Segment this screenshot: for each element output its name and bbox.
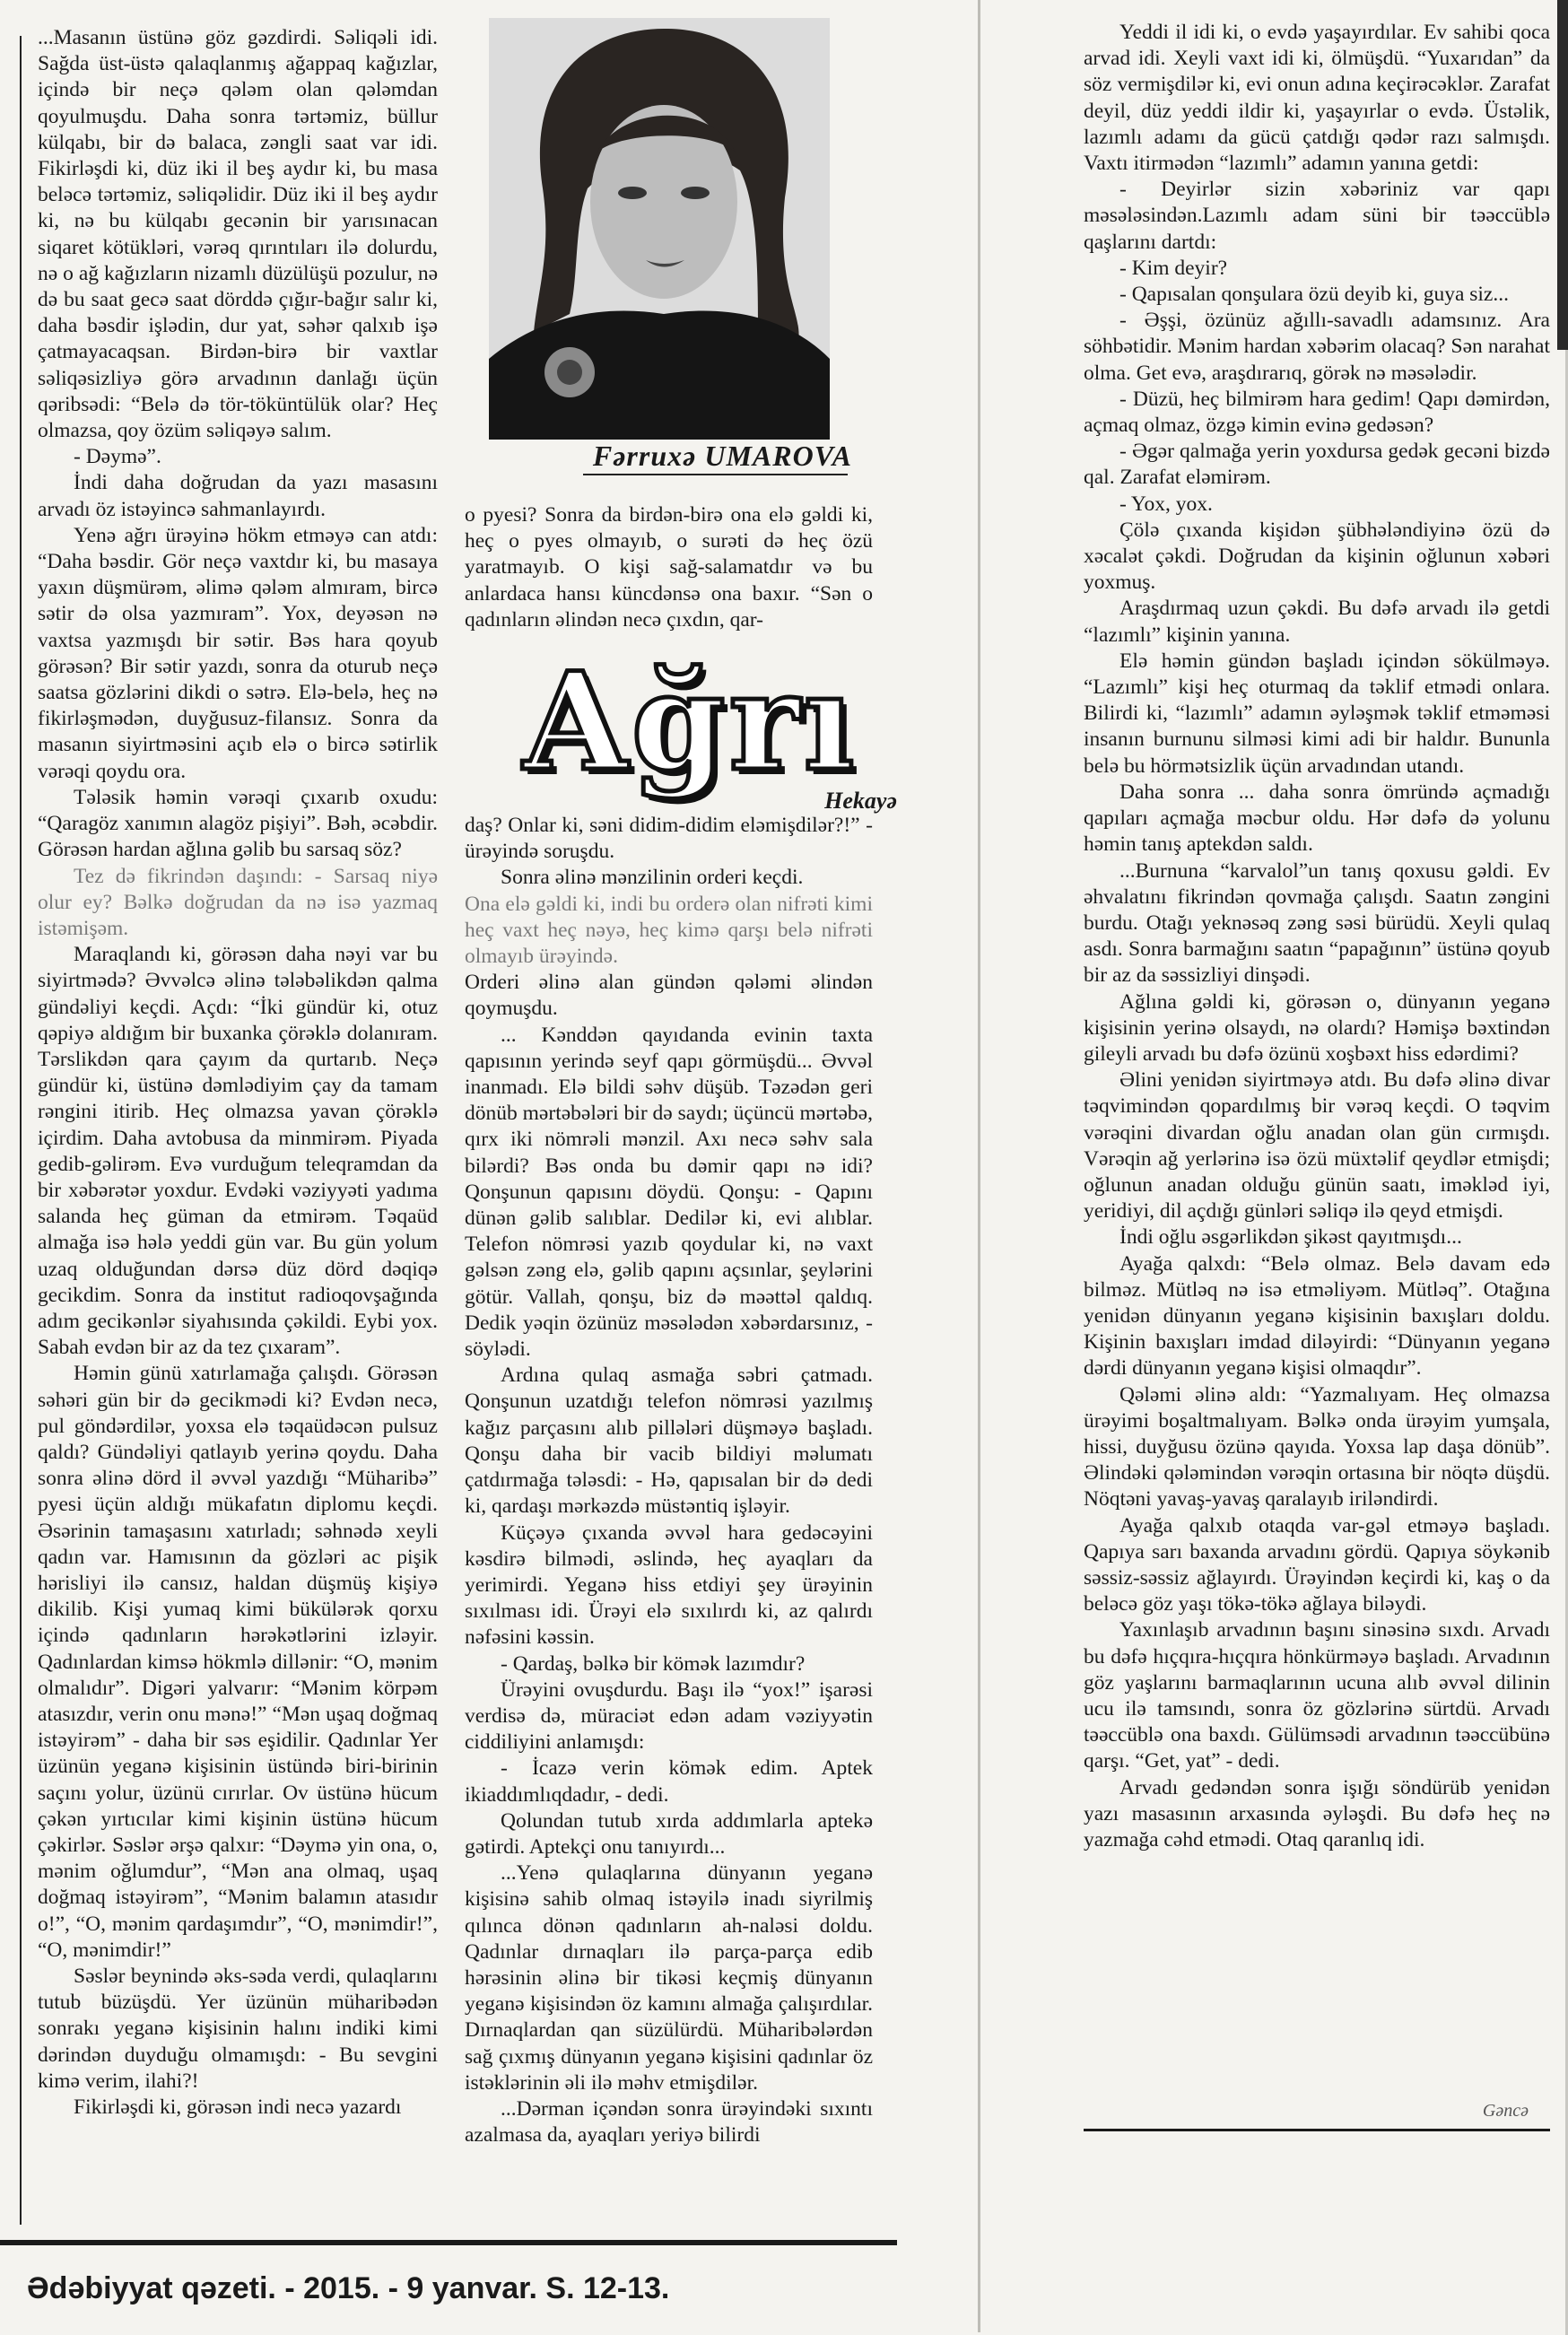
author-byline: Fərruxə UMAROVA [592, 440, 852, 472]
paragraph: o pyesi? Sonra da birdən-birə ona elə gəldi ki, heç o pyes olmayıb, o surəti də heç özü yaratmayıb. O kişi sağ-salamatdır və bu anlardaca hansı küncdənsə ona baxır. “Sən o qadınların əlindən necə çıxdın, qar- [465, 503, 873, 632]
paragraph: Çölə çıxanda kişidən şübhələndiyinə özü də xəcalət çəkdi. Doğrudan da kişinin oğlunun xəbəri yoxmuş. [1084, 518, 1550, 595]
paragraph: Qələmi əlinə aldı: “Yazmalıyam. Heç olmazsa ürəyimi boşaltmalıyam. Bəlkə onda ürəyim yumşala, hissi, duyğusu özünə qayıda. Yoxsa lap daşa dönüb”. Əlindəki qələmindən vərəqin ortasına bir nöqtə düşdü. Nöqtəni yavaş-yavaş qaralayıb iriləndirdi. [1084, 1382, 1550, 1512]
paragraph: - Qardaş, bəlkə bir kömək lazımdır? [501, 1651, 806, 1676]
paragraph: Ardına qulaq asmağa səbri çatmadı. Qonşunun uzatdığı telefon nömrəsi yazılmış kağız parçasını alıb pillələri düşməyə başladı. Qonşu daha bir vacib bildiyi məlumatı çatdırmağa tələsdi: - Hə, qapısalan bir də dedi ki, qardaşı mərkəzdə müstəntiq işləyir. [465, 1364, 873, 1519]
paragraph: ...Burnuna “karvalol”un tanış qoxusu gəldi. Ev əhvalatını fikrindən qovmağa çalışdı. Saatın zəngini burdu. Otağı yeknəsəq zəng səsi bürüdü. Xeyli qulaq asdı. Sonra barmağını saatın “papağının” üstünə qoyub bir az da səssizliyi dinşədi. [1084, 858, 1550, 988]
paragraph: Qolundan tutub xırda addımlarla aptekə gətirdi. Aptekçi onu tanıyırdı... [465, 1808, 873, 1859]
paragraph: - Kim deyir? [1119, 256, 1228, 280]
adjacent-page-fragment [1557, 0, 1568, 2335]
paragraph: Ayağa qalxdı: “Belə olmaz. Belə davam edə bilməz. Mütləq nə isə etməliyəm. Mütləq”. Otağına yenidən dünyanın yeganə kişisinin baxışları doldu. Kişinin baxışları imdad diləyirdi: “Dünyanın yeganə dərdi dünyanın yeganə kişisi olmaqdır”. [1084, 1251, 1550, 1381]
paragraph: Araşdırmaq uzun çəkdi. Bu dəfə arvadı ilə getdi “lazımlı” kişinin yanına. [1084, 597, 1550, 647]
paragraph: Elə həmin gündən başladı içindən sökülməyə. “Lazımlı” kişi heç oturmaq da təklif etmədi onlara. Bilirdi ki, “lazımlı” adamın əyləşmək təklif etməməsi insanın burnunu silməsi kimi adi bir haldır. Bununla belə bu hörmətsizlik üçün arvadından utandı. [1084, 649, 1550, 778]
paragraph: Yeddi il idi ki, o evdə yaşayırdılar. Ev sahibi qoca arvad idi. Xeyli vaxt idi ki, ölmüşdü. “Yuxarıdan” da söz vermişdilər ki, evi onun adına keçirəcəklər. Zarafat deyil, düz yeddi ildir ki, yaşayırlar o evdə. Üstəlik, lazımlı adamı da gücü çatdığı qədər razı salmışdı. Vaxtı itirmədən “lazımlı” adamın yanına getdi: [1084, 21, 1550, 176]
paragraph: Tələsik həmin vərəqi çıxarıb oxudu: “Qaragöz xanımın alagöz pişiyi”. Bəh, əcəbdir. Görəsən hardan ağlına gəlib bu sarsaq söz? [38, 785, 438, 862]
paragraph: - Dəymə”. [74, 445, 161, 469]
paragraph: - Əşşi, özünüz ağıllı-savadlı adamsınız. Ara söhbətidir. Mənim hardan xəbərim olacaq? Sən narahat olma. Get evə, araşdırarıq, görək nə məsələdir. [1084, 309, 1550, 385]
paragraph: ...Yenə qulaqlarına dünyanın yeganə kişisinə sahib olmaq istəyilə inadı siyrilmiş qılınca dönən qadınların ah-naləsi doldu. Qadınlar dırnaqları ilə parça-parça edib hərəsinin əlinə bir tikəsi keçmiş dünyanın yeganə kişisindən öz kamını almağa çalışırdılar. Dırnaqlardan qan süzülürdü. Müharibələrdən sağ çıxmış dünyanın yeganə kişisini qadınlar öz istəklərinin əli ilə məhv etmişdilər. [465, 1861, 873, 2095]
paragraph: - Düzü, heç bilmirəm hara gedim! Qapı dəmirdən, açmaq olmaz, özgə kimin evinə gedəsən? [1084, 387, 1550, 438]
paragraph: Həmin günü xatırlamağa çalışdı. Görəsən səhəri gün bir də gecikmədi ki? Evdən necə, pul göndərdilər, yoxsa elə təqaüdəcən pulsuz qaldı? Gündəliyi qatlayıb yerinə qoydu. Daha sonra əlinə dörd il əvvəl yazdığı “Müharibə” pyesi üçün aldığı mükafatın diplomu keçdi. Əsərinin tamaşasını xatırladı; səhnədə xeyli qadın var. Hamısının da gözləri ac pişik hərisliyi ilə cansız, haldan düşmüş kişiyə dikilib. Kişi yumaq kimi bükülərək qorxu içində qadınların hərəkətlərini izləyir. Qadınlardan kimsə hökmlə dillənir: “O, mənim olmalıdır”. Digəri yalvarır: “Mənim körpəm atasızdır, verin onu mənə!” “Mən uşaq doğmaq istəyirəm” - daha bir səs eşidilir. Qadınlar Yer üzünün yeganə kişisinin üstündə biri-birinin saçını yolur, üzünü cırırlar. Ov üstünə hücum çəkən yırtıcılar kimi kişinin üstünə hücum çəkirlər. Səslər ərşə qalxır: “Dəymə yin ona, o, mənim oğlumdur”, “Mən ana olmaq, uşaq doğmaq istəyirəm”, “Mənim balamın atasıdır o!”, “O, mənim qardaşımdır”, “O, mənimdir!”, “O, mənimdir!” [38, 1362, 438, 1962]
article-column-2 [465, 502, 873, 2175]
paragraph: Ayağa qalxıb otaqda var-gəl etməyə başladı. Qapıya sarı baxanda arvadını gördü. Qapıya söykənib səssiz-səssiz ağlayırdı. Ürəyindən keçirdi ki, kaş o da beləcə göz yaşı tökə-tökə ağlaya biləydi. [1084, 1513, 1550, 1616]
author-photo [489, 18, 830, 440]
adjacent-page-photo [1557, 0, 1568, 350]
article-column-1 [38, 25, 438, 2169]
paragraph: Fikirləşdi ki, görəsən indi necə yazardı [74, 2095, 402, 2120]
paragraph: ...Masanın üstünə göz gəzdirdi. Səliqəli idi. Sağda üst-üstə qalaqlanmış ağappaq kağızlar, içində bir neçə qələm olan qələmdan qoyulmuşdu. Daha sonra tərtəmiz, büllur külqabı, bir də balaca, zəngli saat var idi. Fikirləşdi ki, düz iki il beş aydır ki, bu masa beləcə tərtəmiz, səliqəlidir. Düz iki il beş aydır ki, nə bu külqabı gecənin bir yarısınacan siqaret kötükləri, vərəq qırıntıları ilə dolurdu, nə o ağ kağızların nizamlı düzülüşü pozulur, nə də bu saat gecə saat dörddə çığır-bağır salır ki, daha bəsdir işlədin, dur yat, səhər qalxıb işə çatmayacaqsan. Birdən-birə bir vaxtlar səliqəsizliyə görə arvadının danlağı üçün qəribsədi: “Belə də tör-töküntülük olar? Heç olmazsa, qoy özüm səliqəyə salım. [38, 26, 438, 443]
paragraph: - Yox, yox. [1119, 492, 1213, 516]
right-page-bottom-rule [1084, 2129, 1550, 2131]
faded-paragraph: Tez də fikrindən daşındı: - Sarsaq niyə olur ey? Bəlkə doğrudan da nə isə yazmaq istəmişəm. [38, 864, 438, 940]
paragraph: Küçəyə çıxanda əvvəl hara gedəcəyini kəsdirə bilmədi, əslində, heç ayaqları da yerimirdi. Yeganə hiss etdiyi şey ürəyinin sıxılması idi. Ürəyi elə sıxılırdı ki, az qalırdı nəfəsini kəssin. [465, 1520, 873, 1650]
paragraph: İndi daha doğrudan da yazı masasını arvadı öz istəyincə sahmanlayırdı. [38, 471, 438, 521]
paragraph: Maraqlandı ki, görəsən daha nəyi var bu siyirtmədə? Əvvəlcə əlinə tələbəlikdən qalma gündəliyi keçdi. Açdı: “İki gündür ki, otuz qəpiyə aldığım bir buxanka çörəklə dolanıram. Tərslikdən qara çayım da qurtarıb. Neçə gündür ki, üstünə dəmlədiyim çay da tamam rəngini itirib. Heç olmazsa yavan çörəklə içirdim. Daha avtobusa da minmirəm. Piyada gedib-gəlirəm. Evə vurduğum teleqramdan da bir xəbərətər yoxdur. Evdəki vəziyyəti yadıma salanda heç güman da etmirəm. Təqaüd almağa isə hələ yeddi gün var. Bu gün yolum uzaq olduğundan dərsə düz dörd dəqiqə gecikdim. Sonra da institut radioqovşağında adım gecikənlər siyahısında çəkildi. Eybi yox. Sabah evdən bir az da tez çıxaram”. [38, 943, 438, 1360]
paragraph: Yenə ağrı ürəyinə hökm etməyə can atdı: “Daha bəsdir. Gör neçə vaxtdır ki, bu masaya yaxın düşmürəm, əlimə qələm almıram, bircə sətir də olsa yazmıram”. Yox, deyəsən nə vaxtsa yazmışdı bir sətir. Bəs hara qoyub görəsən? Bir sətir yazdı, sonra da oturub neçə saatsa gözlərini dikdi o sətrə. Elə-belə, heç nə fikirləşmədən, duyğusuz-filansız. Sonra da masanın siyirtməsini açıb elə o bircə sətirlik vərəqi qoydu ora. [38, 523, 438, 783]
paragraph: ...Dərman içəndən sonra ürəyindəki sıxıntı azalmasa da, ayaqları yeriyə bilirdi [465, 2096, 873, 2148]
left-margin-rule [20, 36, 22, 2225]
paragraph: İndi oğlu əsgərlikdən şikəst qayıtmışdı... [1119, 1225, 1462, 1250]
paragraph: Arvadı gedəndən sonra işığı söndürüb yenidən yazı masasının arxasında əyləşdi. Bu dəfə heç nə yazmağa cəhd etmədi. Otaq qaranlıq idi. [1084, 1775, 1550, 1852]
paragraph: Ağlına gəldi ki, görəsən o, dünyanın yeganə kişisinin yerinə olsaydı, nə olardı? Həmişə bəxtindən gileyli arvadı bu dəfə özünü xoşbəxt hiss edərdimi? [1084, 989, 1550, 1066]
paragraph: - İcazə verin kömək edim. Aptek ikiaddımlıqdadır, - dedi. [465, 1756, 873, 1807]
paragraph: - Deyirlər sizin xəbəriniz var qapı məsələsindən.Lazımlı adam süni bir təəccüblə qaşlarını dartdı: [1084, 178, 1550, 254]
story-genre: Hekayə [824, 788, 897, 814]
story-title: Ağrı [523, 643, 858, 801]
article-column-3 [1084, 20, 1550, 2096]
author-portrait-illustration [489, 18, 830, 440]
paragraph: - Əgər qalmağa yerin yoxdursa gedək gecəni bizdə qal. Zarafat eləmirəm. [1084, 440, 1550, 490]
source-citation: Ədəbiyyat qəzeti. - 2015. - 9 yanvar. S. 12-13. [27, 2271, 670, 2305]
paragraph: Əlini yenidən siyirtməyə atdı. Bu dəfə əlinə divar təqvimindən qopardılmış bir vərəq keçdi. O təqvim vərəqini divardan oğlu anadan olan gün cırmışdı. Vərəqin ağ yerlərinə isə özü müxtəlif qeydlər etmişdi; oğlunun anadan olduğu günün saatı, iməkləd iyi, yeridiyi, dil açdığı günləri səliqə ilə qeyd etmişdi. [1084, 1068, 1550, 1224]
paragraph: Yaxınlaşıb arvadının başını sinəsinə sıxdı. Arvadı bu dəfə hıçqıra-hıçqıra hönkürməyə başladı. Arvadının göz yaşlarını barmaqlarının ucuna alıb əvvəl dilinin ucu ilə tamsındı, sonra öz gözlərinə sürtdü. Arvadı təəccüblə ona baxdı. Gülümsədi arvadının təəccübünə qarşı. “Get, yat” - dedi. [1084, 1618, 1550, 1773]
page-fold-line [978, 0, 980, 2332]
city-signature: Gəncə [1482, 2101, 1529, 2121]
paragraph: daş? Onlar ki, səni didim-didim eləmişdilər?!” - ürəyində soruşdu. [465, 814, 873, 864]
paragraph: Daha sonra ... daha sonra ömründə açmadığı qapıları açmağa məcbur oldu. Hər dəfə də yolunu həmin tanış aptekdən saldı. [1084, 780, 1550, 857]
bottom-rule [0, 2240, 897, 2245]
paragraph: Səslər beynində əks-səda verdi, qulaqlarını tutub büzüşdü. Yer üzünün müharibədən sonrakı yeganə kişisinin halını indiki kimi dərindən duyduğu olmamışdı: - Bu sevgini kimə verim, ilahi?! [38, 1965, 438, 2093]
paragraph: Orderi əlinə alan gündən qələmi əlindən qoymuşdu. [465, 971, 873, 1021]
paragraph: Ürəyini ovuşdurdu. Başı ilə “yox!” işarəsi verdisə də, müraciət edən adam vəziyyətin ciddiliyini anlamışdı: [465, 1677, 873, 1755]
faded-paragraph: Ona elə gəldi ki, indi bu orderə olan nifrəti kimi heç vaxt heç nəyə, heç kimə qarşı belə nifrəti olmayıb ürəyində. [465, 892, 873, 969]
title-spacer [465, 633, 873, 813]
paragraph: ... Kənddən qayıdanda evinin taxta qapısının yerində seyf qapı görmüşdü... Əvvəl inanmadı. Elə bildi səhv düşüb. Təzədən geri dönüb mərtəbələri bir də saydı; üçüncü mərtəbə, qırx iki nömrəli mənzil. Axı necə səhv sala bilərdi? Bəs onda bu dəmir qapı nə idi? Qonşunun qapısını döydü. Qonşu: - Qapını dünən gəlib salıblar. Dedilər ki, evi alıblar. Telefon nömrəsi yazıb qoydular ki, nə vaxt gəlsən zəng elə, gəlib qapını açsınlar, şeylərini götür. Vallah, qonşu, biz də məəttəl qaldıq. Dedik yəqin özünüz məsələdən xəbərdarsınız, - söylədi. [465, 1023, 873, 1362]
paragraph: Sonra əlinə mənzilinin orderi keçdi. [501, 866, 804, 890]
byline-underline [583, 474, 848, 475]
paragraph: - Qapısalan qonşulara özü deyib ki, guya siz... [1119, 283, 1509, 307]
